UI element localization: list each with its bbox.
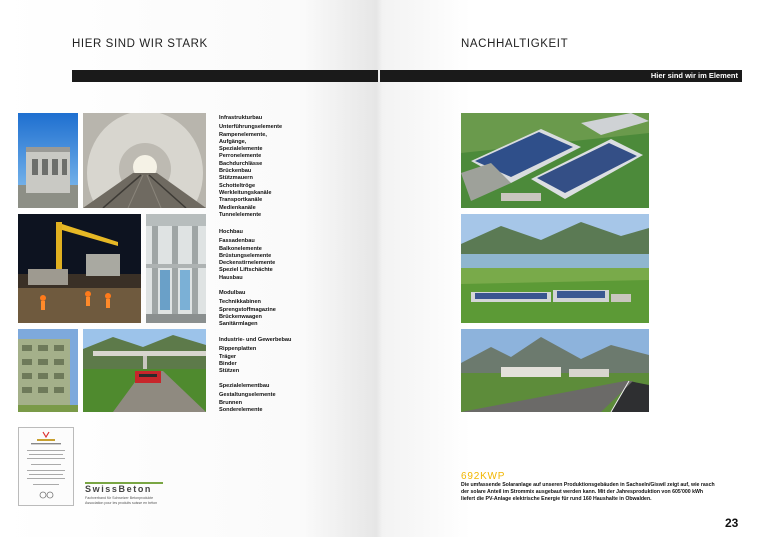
category-title: Industrie- und Gewerbebau	[219, 337, 292, 343]
kwp-line: der solare Anteil im Strommix ausgebaut werden kann. Mit der Jahresproduktion von 605'000 kWh	[461, 489, 704, 495]
category-item: Fassadenbau	[219, 238, 255, 245]
category-item: Sprengstoffmagazine	[219, 306, 276, 313]
category-item: Gestaltungselemente	[219, 392, 276, 399]
photo-train-bridge	[83, 329, 206, 412]
category-item: Tunnelelemente	[219, 211, 262, 218]
category-title: Infrastrukturbau	[219, 115, 263, 121]
photo-lake-landscape	[461, 214, 649, 323]
category-item: Medienkanäle	[219, 204, 256, 211]
category-modulbau	[219, 290, 276, 328]
kwp-line: Die umfassende Solaranlage auf unseren Produktionsgebäuden in Sachseln/Giswil zeigt auf, wie rasch	[461, 482, 715, 488]
photo-tunnel	[83, 113, 206, 208]
swissbeton-logo: SwissBeton	[85, 484, 153, 494]
category-hochbau	[219, 229, 275, 282]
category-item: Unterführungselemente	[219, 124, 283, 131]
category-item: Brunnen	[219, 399, 242, 406]
category-item: Träger	[219, 353, 237, 360]
category-item: Schotteltröge	[219, 182, 256, 189]
category-item: Spezialelemente	[219, 146, 263, 153]
category-title: Modulbau	[219, 290, 246, 296]
photo-night-construction	[18, 214, 141, 323]
category-item: Binder	[219, 360, 237, 367]
category-item: Stützen	[219, 368, 240, 375]
photo-technical-cabin	[18, 113, 78, 208]
header-bar-label: Hier sind wir im Element	[650, 71, 738, 80]
category-item: Brückenbau	[219, 168, 252, 175]
category-item: Hausbau	[219, 274, 243, 281]
category-title: Hochbau	[219, 229, 243, 235]
photo-road-factory	[461, 329, 649, 412]
photo-building-frame	[146, 214, 206, 323]
certificate-thumbnail	[18, 427, 74, 506]
category-item: Rippenplatten	[219, 346, 257, 353]
photo-facade-building	[18, 329, 78, 412]
page-number: 23	[725, 516, 739, 530]
swissbeton-tagline: Fachverband für Schweizer Betonprodukte	[85, 496, 154, 500]
category-item: Stützmauern	[219, 175, 253, 182]
category-title: Spezialelementbau	[219, 383, 270, 389]
kwp-description	[461, 482, 715, 503]
kwp-line: liefert die PV-Anlage elektrische Energie für rund 160 Haushalte in Obwalden.	[461, 496, 652, 502]
swissbeton-tagline: Association pour les produits suisse en béton	[85, 501, 158, 505]
kwp-title: 692KWP	[461, 471, 506, 482]
category-infrastrukturbau	[219, 115, 282, 219]
category-item: Perronelemente	[219, 153, 262, 160]
category-item: Deckenstirnelemente	[219, 260, 276, 267]
category-item: Sanitärmlagen	[219, 321, 258, 328]
category-item: Transportkanäle	[219, 197, 263, 204]
photo-solar-roofs-aerial	[461, 113, 649, 208]
category-item: Sonderelemente	[219, 406, 263, 413]
category-item: Rampenelemente,	[219, 131, 267, 138]
left-header-bar	[72, 70, 378, 82]
category-item: Bachdurchlässe	[219, 160, 263, 167]
right-header-bar	[380, 70, 742, 82]
left-page-heading: HIER SIND WIR STARK	[72, 38, 208, 50]
category-item: Brückenwaagen	[219, 313, 262, 320]
category-spezialelementbau	[219, 383, 276, 414]
category-item: Brüstungselemente	[219, 252, 272, 259]
category-item: Aufgänge,	[219, 138, 247, 145]
category-item: Balkonelemente	[219, 245, 262, 252]
right-page-heading: NACHHALTIGKEIT	[461, 38, 569, 50]
category-item: Technikkabinen	[219, 299, 261, 306]
category-item: Werkleitungskanäle	[219, 189, 272, 196]
category-item: Speziel Liftschächte	[219, 267, 273, 274]
category-industrie-gewerbebau	[219, 337, 291, 375]
